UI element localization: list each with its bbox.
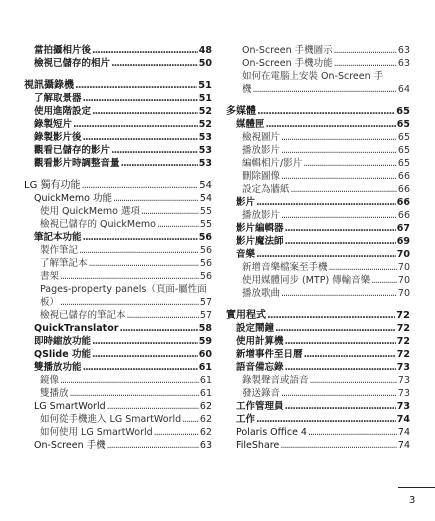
toc-entry-title: 機 — [242, 84, 252, 95]
toc-entry-title: 觀看已儲存的影片 — [34, 145, 111, 156]
toc-page-number: 52 — [198, 106, 212, 117]
section-gap — [226, 96, 410, 105]
toc-entry-title: LG 獨有功能 — [24, 180, 81, 191]
toc-entry — [24, 309, 212, 322]
toc-entry — [24, 335, 212, 348]
dot-leader — [111, 57, 198, 70]
dot-leader — [92, 348, 198, 361]
toc-page-number: 51 — [198, 93, 212, 104]
dot-leader — [281, 209, 397, 222]
toc-entry — [24, 192, 212, 205]
toc-page-number: 72 — [396, 336, 410, 347]
toc-entry — [226, 439, 410, 452]
toc-entry-title: 編輯相片/影片 — [242, 158, 303, 169]
toc-entry — [24, 426, 212, 439]
toc-page-number: 51 — [198, 80, 212, 91]
toc-page-number: 64 — [397, 84, 410, 95]
toc-entry — [24, 387, 212, 400]
toc-page-number: 53 — [198, 158, 212, 169]
toc-entry-title: 工作 — [236, 414, 256, 425]
toc-entry — [226, 274, 410, 287]
toc-entry-title: Polaris Office 4 — [236, 427, 307, 438]
toc-page-number: 52 — [198, 119, 212, 130]
toc-entry-title: 筆記本功能 — [34, 232, 82, 243]
toc-page-number: 54 — [199, 180, 212, 191]
toc-entry-title: 影片 — [236, 197, 256, 208]
section-gap — [24, 70, 212, 79]
toc-entry-title: 鏡像 — [40, 375, 60, 386]
toc-entry — [226, 374, 410, 387]
toc-page-number: 70 — [396, 249, 410, 260]
toc-entry — [226, 335, 410, 348]
toc-entry — [226, 83, 410, 96]
toc-entry — [226, 209, 410, 222]
toc-entry — [226, 170, 410, 183]
toc-page-number: 62 — [199, 414, 212, 425]
toc-entry — [226, 157, 410, 170]
toc-page-number: 70 — [397, 288, 410, 299]
dot-leader — [334, 57, 397, 70]
toc-entry-title: 使用計算機 — [236, 336, 284, 347]
toc-entry-title: 雙播放功能 — [34, 362, 82, 373]
toc-entry — [24, 144, 212, 157]
toc-entry — [226, 183, 410, 196]
dot-leader — [281, 287, 397, 300]
dot-leader — [253, 83, 397, 96]
toc-entry — [226, 57, 410, 70]
dot-leader — [308, 426, 397, 439]
dot-leader — [73, 118, 198, 131]
dot-leader — [256, 413, 396, 426]
toc-page-number: 48 — [198, 45, 212, 56]
dot-leader — [119, 322, 197, 335]
toc-entry — [226, 248, 410, 261]
dot-leader — [121, 157, 198, 170]
toc-entry — [226, 361, 410, 374]
dot-leader — [60, 270, 199, 283]
dot-leader — [60, 296, 199, 309]
toc-entry-title: 製作筆記 — [40, 245, 79, 256]
dot-leader — [281, 170, 397, 183]
toc-page-number: 72 — [396, 310, 410, 321]
toc-page-number: 61 — [199, 388, 212, 399]
toc-entry-title: 播放影片 — [242, 210, 281, 221]
toc-entry-title: 播放歌曲 — [242, 288, 281, 299]
toc-page-number: 63 — [397, 45, 410, 56]
toc-entry — [24, 131, 212, 144]
toc-entry-title: On-Screen 手機 — [34, 440, 106, 451]
toc-entry — [226, 400, 410, 413]
toc-entry — [24, 231, 212, 244]
toc-page-number: 53 — [198, 132, 212, 143]
dot-leader — [92, 44, 198, 57]
dot-leader — [111, 144, 198, 157]
toc-entry — [226, 348, 410, 361]
toc-page-number: 65 — [397, 132, 410, 143]
dot-leader — [275, 322, 396, 335]
dot-leader — [107, 400, 199, 413]
toc-entry-title: 播放影片 — [242, 145, 281, 156]
toc-entry — [24, 296, 212, 309]
toc-entry-title: 使用 QuickMemo 選項 — [40, 206, 141, 217]
toc-entry — [24, 413, 212, 426]
toc-entry — [24, 118, 212, 131]
toc-page-number: 56 — [198, 232, 212, 243]
toc-page-number: 73 — [396, 362, 410, 373]
toc-entry-title: 檢視已儲存的筆記本 — [40, 310, 126, 321]
toc-entry-title: QuickTranslator — [34, 323, 119, 334]
toc-page-number: 62 — [199, 427, 212, 438]
toc-page-number: 67 — [396, 223, 410, 234]
toc-entry-title: 了解取景器 — [34, 93, 82, 104]
toc-entry-title: 影片魔法師 — [236, 236, 284, 247]
dot-leader — [157, 218, 199, 231]
dot-leader — [371, 274, 397, 287]
toc-entry-title: 當拍攝相片後 — [34, 45, 92, 56]
toc-page-number: 66 — [397, 171, 410, 182]
toc-entry-title: 如何使用 LG SmartWorld — [40, 427, 153, 438]
dot-leader — [182, 413, 199, 426]
toc-entry — [226, 144, 410, 157]
toc-entry — [24, 105, 212, 118]
toc-entry — [24, 205, 212, 218]
toc-entry — [226, 322, 410, 335]
section-gap — [226, 300, 410, 309]
toc-page-number: 74 — [396, 414, 410, 425]
toc-page-number: 66 — [396, 197, 410, 208]
toc-entry-title: 設定鬧鐘 — [236, 323, 275, 334]
dot-leader — [266, 118, 396, 131]
toc-entry — [226, 413, 410, 426]
dot-leader — [154, 426, 199, 439]
toc-entry-title: 錄製短片 — [34, 119, 73, 130]
dot-leader — [107, 439, 199, 452]
toc-page-number: 72 — [396, 323, 410, 334]
toc-entry — [24, 57, 212, 70]
toc-entry — [226, 131, 410, 144]
dot-leader — [310, 374, 397, 387]
toc-entry — [226, 426, 410, 439]
toc-entry — [24, 44, 212, 57]
dot-leader — [83, 361, 198, 374]
toc-entry — [24, 218, 212, 231]
toc-page-number: 65 — [396, 119, 410, 130]
toc-page-number: 70 — [397, 275, 410, 286]
dot-leader — [83, 231, 198, 244]
page-number: 3 — [409, 495, 416, 506]
dot-leader — [285, 222, 396, 235]
section-gap — [24, 170, 212, 179]
toc-entry-title: 新增事件至日曆 — [236, 349, 303, 360]
toc-entry — [24, 270, 212, 283]
toc-page-number: 65 — [396, 106, 410, 117]
dot-leader — [281, 131, 397, 144]
toc-entry — [24, 257, 212, 270]
toc-page-number: 63 — [397, 58, 410, 69]
toc-entry-title: 錄製影片後 — [34, 132, 82, 143]
toc-page-number: 66 — [397, 210, 410, 221]
dot-leader — [127, 309, 199, 322]
toc-section-entry — [24, 79, 212, 92]
toc-page-number: 60 — [198, 349, 212, 360]
toc-page-number: 74 — [397, 427, 410, 438]
toc-entry — [226, 222, 410, 235]
toc-entry-title: 媒體匣 — [236, 119, 265, 130]
toc-page-number: 65 — [397, 158, 410, 169]
dot-leader — [89, 257, 199, 270]
footer-rule — [398, 487, 435, 488]
toc-entry — [24, 244, 212, 257]
dot-leader — [92, 335, 198, 348]
toc-entry-title: Pages-property panels（頁面-屬性面 — [40, 284, 207, 295]
toc-entry-title: 實用程式 — [226, 310, 266, 321]
dot-leader — [141, 205, 199, 218]
toc-entry-title: 如何在電腦上安裝 On-Screen 手 — [242, 71, 384, 82]
toc-entry-title: 書架 — [40, 271, 60, 282]
toc-page-number: 63 — [199, 440, 212, 451]
dot-leader — [334, 44, 397, 57]
toc-entry — [226, 261, 410, 274]
dot-leader — [267, 309, 395, 322]
dot-leader — [75, 79, 197, 92]
dot-leader — [285, 335, 396, 348]
toc-page-number: 74 — [397, 440, 410, 451]
dot-leader — [92, 105, 198, 118]
toc-entry — [24, 374, 212, 387]
dot-leader — [256, 248, 396, 261]
toc-entry — [24, 361, 212, 374]
dot-leader — [257, 105, 395, 118]
toc-entry — [226, 235, 410, 248]
toc-left-column — [24, 44, 212, 452]
toc-entry-title: 音樂 — [236, 249, 256, 260]
toc-entry-title: 檢視已儲存的相片 — [34, 58, 111, 69]
toc-entry-title: 觀看影片時調整音量 — [34, 158, 120, 169]
toc-entry-title: On-Screen 手機圖示 — [242, 45, 333, 56]
toc-entry — [226, 196, 410, 209]
toc-page-number: 62 — [199, 401, 212, 412]
toc-entry — [24, 322, 212, 335]
toc-entry — [226, 44, 410, 57]
dot-leader — [79, 244, 199, 257]
dot-leader — [82, 179, 199, 192]
toc-entry-title: 新增音樂檔案至手機 — [242, 262, 328, 273]
toc-section-entry — [226, 105, 410, 118]
toc-page-number: 66 — [397, 184, 410, 195]
toc-entry-title: 檢視已儲存的 QuickMemo — [40, 219, 156, 230]
toc-page-number: 61 — [199, 375, 212, 386]
toc-page-number: 55 — [199, 219, 212, 230]
toc-entry — [226, 287, 410, 300]
toc-entry — [24, 400, 212, 413]
dot-leader — [285, 235, 396, 248]
dot-leader — [291, 183, 397, 196]
dot-leader — [281, 144, 397, 157]
toc-page-number: 61 — [198, 362, 212, 373]
toc-entry-title: FileShare — [236, 440, 280, 451]
toc-entry — [24, 157, 212, 170]
toc-page-number: 73 — [397, 375, 410, 386]
dot-leader — [329, 261, 397, 274]
dot-leader — [83, 131, 198, 144]
toc-page-number: 53 — [198, 145, 212, 156]
toc-entry — [226, 118, 410, 131]
toc-entry — [24, 439, 212, 452]
toc-entry-title: 影片編輯器 — [236, 223, 284, 234]
dot-leader — [256, 196, 396, 209]
toc-entry-title: 如何從手機進入 LG SmartWorld — [40, 414, 182, 425]
toc-entry-title: QSlide 功能 — [34, 349, 91, 360]
toc-right-column — [226, 44, 410, 452]
toc-page-number: 54 — [199, 193, 212, 204]
toc-page-number: 69 — [396, 236, 410, 247]
toc-page-number: 56 — [199, 258, 212, 269]
toc-entry-title: 即時縮放功能 — [34, 336, 92, 347]
toc-entry-title: 視訊攝錄機 — [24, 80, 74, 91]
dot-leader — [285, 361, 396, 374]
toc-entry-title: 工作管理員 — [236, 401, 284, 412]
toc-entry-title: 雙播放 — [40, 388, 69, 399]
dot-leader — [281, 387, 397, 400]
toc-page-number: 65 — [397, 145, 410, 156]
dot-leader — [83, 92, 198, 105]
dot-leader — [60, 374, 199, 387]
toc-entry — [24, 92, 212, 105]
dot-leader — [113, 192, 199, 205]
toc-entry-title: 使用進階設定 — [34, 106, 92, 117]
toc-page-number: 59 — [198, 336, 212, 347]
dot-leader — [303, 157, 397, 170]
toc-entry-title: 板） — [40, 297, 60, 308]
toc-page-number: 57 — [199, 297, 212, 308]
toc-entry-title: 檢視圖片 — [242, 132, 281, 143]
toc-entry-title: 使用媒體同步 (MTP) 傳輸音樂 — [242, 275, 371, 286]
toc-entry — [24, 283, 212, 296]
toc-entry-title: 多媒體 — [226, 106, 256, 117]
toc-page-number: 70 — [397, 262, 410, 273]
toc-entry-title: On-Screen 手機功能 — [242, 58, 333, 69]
toc-entry-title: 刪除圖像 — [242, 171, 281, 182]
toc-page-number: 56 — [199, 245, 212, 256]
dot-leader — [70, 387, 199, 400]
toc-page-number: 56 — [199, 271, 212, 282]
toc-page-number: 58 — [198, 323, 212, 334]
dot-leader — [304, 348, 396, 361]
toc-entry — [24, 348, 212, 361]
toc-page-number: 55 — [199, 206, 212, 217]
toc-page-number: 73 — [396, 401, 410, 412]
dot-leader — [280, 439, 397, 452]
toc-section-entry — [226, 309, 410, 322]
toc-entry — [226, 387, 410, 400]
toc-page-number: 50 — [198, 58, 212, 69]
toc-entry-title: 語音備忘錄 — [236, 362, 284, 373]
toc-page-number: 57 — [199, 310, 212, 321]
toc-page-number: 73 — [397, 388, 410, 399]
dot-leader — [285, 400, 396, 413]
toc-entry-title: LG SmartWorld — [34, 401, 106, 412]
toc-entry-title: 錄製聲音或語音 — [242, 375, 309, 386]
toc-page-number: 72 — [396, 349, 410, 360]
toc-entry-title: QuickMemo 功能 — [34, 193, 112, 204]
toc-entry-title: 設定為牆紙 — [242, 184, 290, 195]
toc-entry-title: 了解筆記本 — [40, 258, 88, 269]
toc-section-entry — [24, 179, 212, 192]
toc-entry-title: 發送錄音 — [242, 388, 281, 399]
toc-entry — [226, 70, 410, 83]
